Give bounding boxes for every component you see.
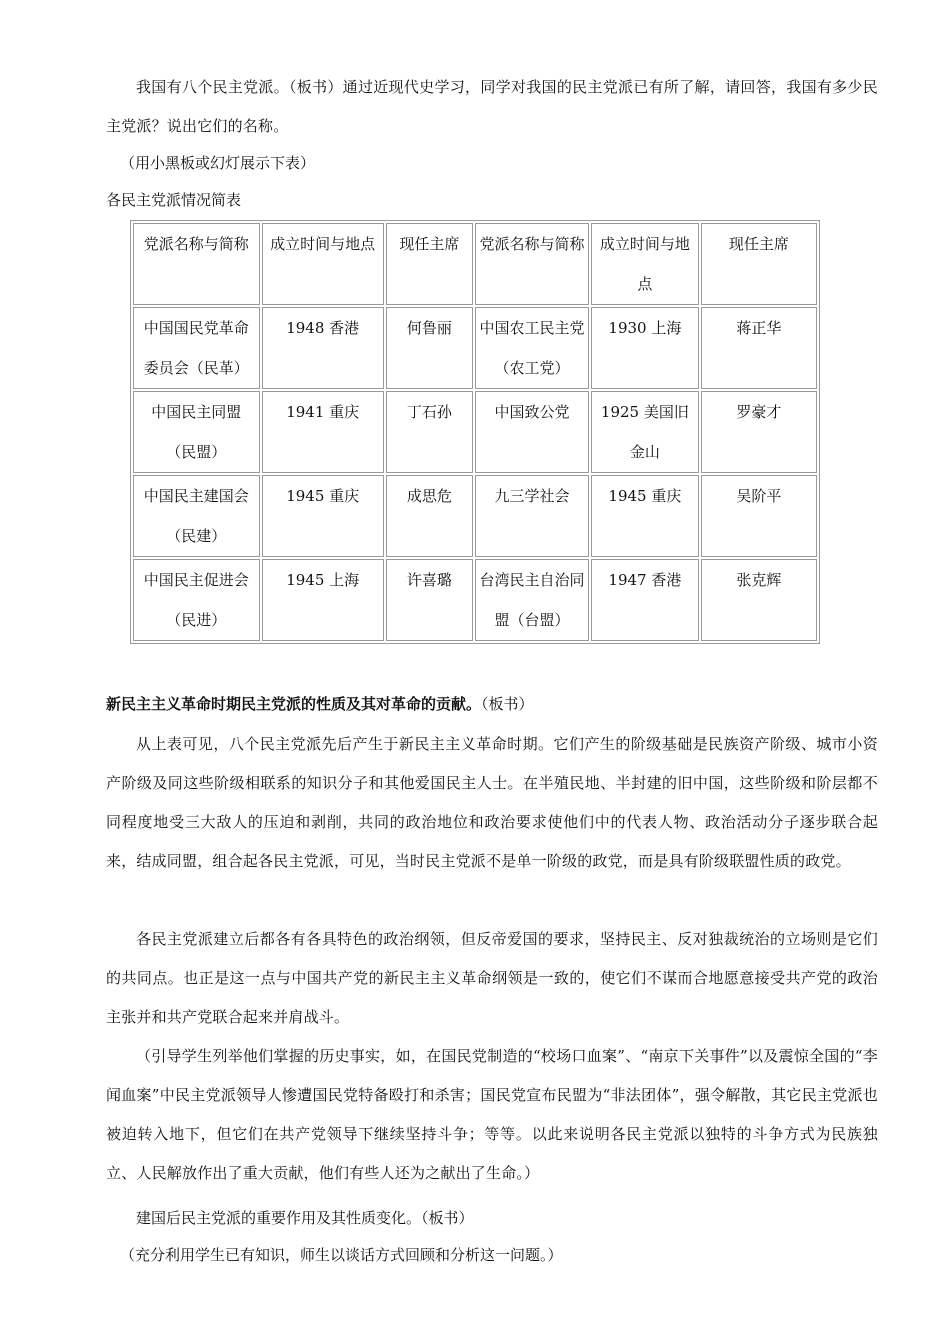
section1-heading: 新民主主义革命时期民主党派的性质及其对革命的贡献。	[106, 695, 482, 713]
table-row	[133, 559, 817, 641]
table-cell: 九三学社会	[475, 475, 589, 557]
header-cell: 成立时间与地点	[262, 223, 384, 305]
section2-note: （充分利用学生已有知识，师生以谈话方式回顾和分析这一问题。）	[120, 1246, 563, 1264]
header-cell: 现任主席	[701, 223, 817, 305]
table-cell: 张克辉	[701, 559, 817, 641]
table-cell: 1941 重庆	[262, 391, 384, 473]
table-cell: 何鲁丽	[386, 307, 473, 389]
table-cell: 1945 重庆	[591, 475, 699, 557]
table-cell: 1930 上海	[591, 307, 699, 389]
section1-paragraph-2: 各民主党派建立后都各有各具特色的政治纲领，但反帝爱国的要求，坚持民主、反对独裁统治的立场则是它们的共同点。也正是这一点与中国共产党的新民主主义革命纲领是一致的，使它们不谋而合地愿意接受共产党的政治主张并和共产党联合起来并肩战斗。	[106, 930, 878, 1026]
header-cell: 党派名称与简称	[475, 223, 589, 305]
table-header-row	[133, 223, 817, 305]
table-cell: 1948 香港	[262, 307, 384, 389]
table-row	[133, 307, 817, 389]
table-cell: 罗豪才	[701, 391, 817, 473]
table-cell: 成思危	[386, 475, 473, 557]
table-cell: 中国国民党革命委员会（民革）	[133, 307, 260, 389]
section1-heading-line	[106, 686, 878, 722]
democratic-parties-table	[130, 220, 820, 644]
table-row	[133, 391, 817, 473]
intro-paragraph: 我国有八个民主党派。（板书）通过近现代史学习，同学对我国的民主党派已有所了解，请回答，我国有多少民主党派？说出它们的名称。	[106, 78, 878, 135]
table-cell: 许喜璐	[386, 559, 473, 641]
table-caption: 各民主党派情况简表	[106, 191, 242, 209]
table-cell: 吴阶平	[701, 475, 817, 557]
section1-paragraph-3: （引导学生列举他们掌握的历史事实，如，在国民党制造的“校场口血案”、“南京下关事件”以及震惊全国的“李闻血案”中民主党派领导人惨遭国民党特备殴打和杀害；国民党宣布民盟为“非法团体”，强令解散，其它民主党派也被迫转入地下，但它们在共产党领导下继续坚持斗争；等等。以此来说明各民主党派以独特的斗争方式为民族独立、人民解放作出了重大贡献，他们有些人还为之献出了生命。）	[106, 1047, 878, 1182]
header-cell: 成立时间与地点	[591, 223, 699, 305]
table-cell: 中国民主同盟（民盟）	[133, 391, 260, 473]
table-cell: 1945 上海	[262, 559, 384, 641]
table-cell: 中国致公党	[475, 391, 589, 473]
header-cell: 现任主席	[386, 223, 473, 305]
section1-paragraph-1: 从上表可见，八个民主党派先后产生于新民主主义革命时期。它们产生的阶级基础是民族资产阶级、城市小资产阶级及同这些阶级相联系的知识分子和其他爱国民主人士。在半殖民地、半封建的旧中国，这些阶级和阶层都不同程度地受三大敌人的压迫和剥削，共同的政治地位和政治要求使他们中的代表人物、政治活动分子逐步联合起来，结成同盟，组合起各民主党派，可见，当时民主党派不是单一阶级的政党，而是具有阶级联盟性质的政党。	[106, 735, 878, 870]
table-cell: 1925 美国旧金山	[591, 391, 699, 473]
table-cell: 1947 香港	[591, 559, 699, 641]
table-cell: 蒋正华	[701, 307, 817, 389]
section2-heading: 建国后民主党派的重要作用及其性质变化。（板书）	[136, 1209, 474, 1227]
table-cell: 中国农工民主党（农工党）	[475, 307, 589, 389]
table-cell: 1945 重庆	[262, 475, 384, 557]
table-cell: 中国民主建国会（民建）	[133, 475, 260, 557]
table-cell: 中国民主促进会（民进）	[133, 559, 260, 641]
table-note: （用小黑板或幻灯展示下表）	[120, 154, 316, 172]
table-cell: 丁石孙	[386, 391, 473, 473]
header-cell: 党派名称与简称	[133, 223, 260, 305]
table-row	[133, 475, 817, 557]
table-cell: 台湾民主自治同盟（台盟）	[475, 559, 589, 641]
section1-heading-suffix: （板书）	[481, 695, 534, 713]
